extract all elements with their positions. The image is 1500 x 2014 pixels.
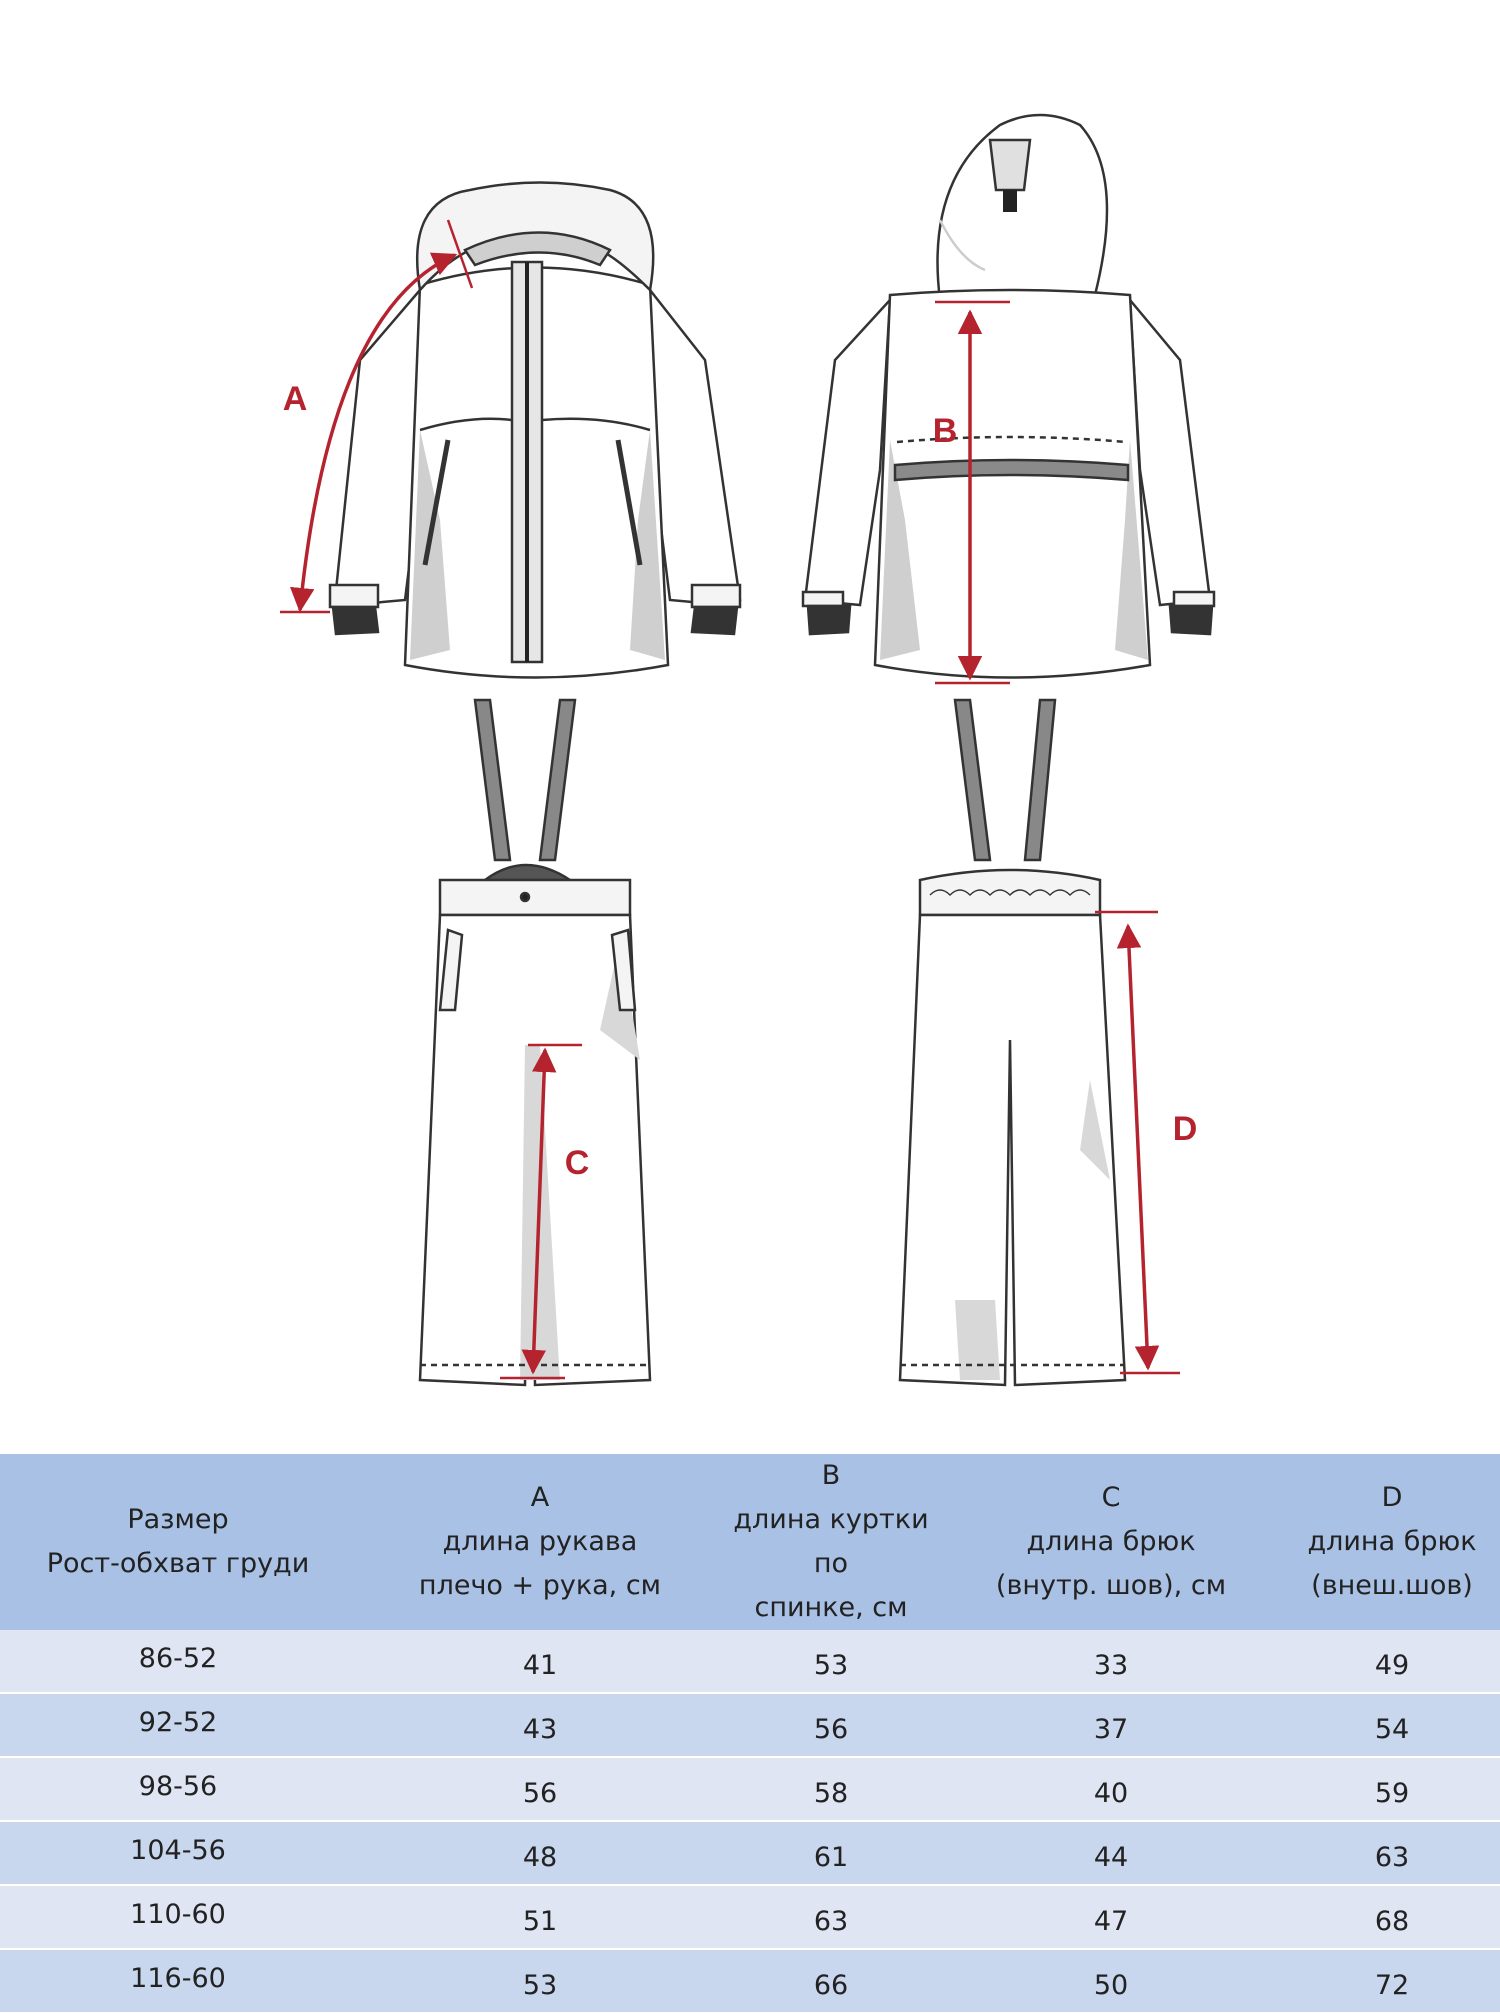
- header-c: [938, 1454, 1284, 1630]
- size-cell: 86-52: [0, 1630, 356, 1693]
- table-row: [0, 1757, 1500, 1821]
- value-d: 72: [1284, 1949, 1500, 2013]
- size-table: [0, 1454, 1500, 2014]
- value-a: 43: [356, 1693, 724, 1757]
- header-line: плечо + рука, см: [418, 1570, 662, 1601]
- table-row: [0, 1630, 1500, 1693]
- value-d: 54: [1284, 1693, 1500, 1757]
- label-a: A: [282, 380, 308, 418]
- value-c: 50: [938, 1949, 1284, 2013]
- header-line: длина куртки по: [733, 1504, 929, 1579]
- table-row: [0, 1693, 1500, 1757]
- table-header-row: [0, 1454, 1500, 1630]
- label-c: C: [564, 1144, 590, 1182]
- header-line: (внеш.шов): [1311, 1570, 1473, 1601]
- size-cell: 104-56: [0, 1821, 356, 1885]
- value-b: 58: [724, 1757, 938, 1821]
- value-c: 33: [938, 1630, 1284, 1693]
- value-c: 47: [938, 1885, 1284, 1949]
- header-line: B: [821, 1460, 841, 1491]
- header-line: длина рукава: [442, 1526, 638, 1557]
- value-d: 49: [1284, 1630, 1500, 1693]
- value-c: 40: [938, 1757, 1284, 1821]
- value-c: 37: [938, 1693, 1284, 1757]
- value-a: 48: [356, 1821, 724, 1885]
- table-row: [0, 1821, 1500, 1885]
- value-b: 61: [724, 1821, 938, 1885]
- size-cell: 98-56: [0, 1757, 356, 1821]
- header-line: A: [530, 1482, 550, 1513]
- header-line: длина брюк: [1026, 1526, 1196, 1557]
- table-row: [0, 1885, 1500, 1949]
- header-size: [0, 1454, 356, 1630]
- value-b: 63: [724, 1885, 938, 1949]
- header-line: C: [1101, 1482, 1121, 1513]
- value-d: 63: [1284, 1821, 1500, 1885]
- header-line: Рост-обхват груди: [46, 1548, 310, 1579]
- value-d: 68: [1284, 1885, 1500, 1949]
- jacket-back-drawing: [803, 115, 1214, 678]
- jacket-front-drawing: [330, 183, 740, 678]
- pants-back-drawing: [900, 700, 1125, 1385]
- size-cell: 110-60: [0, 1885, 356, 1949]
- label-b: B: [932, 412, 958, 450]
- table-row: [0, 1949, 1500, 2013]
- size-cell: 92-52: [0, 1693, 356, 1757]
- value-b: 66: [724, 1949, 938, 2013]
- header-d: [1284, 1454, 1500, 1630]
- header-line: (внутр. шов), см: [995, 1570, 1227, 1601]
- label-d: D: [1172, 1110, 1198, 1148]
- value-a: 51: [356, 1885, 724, 1949]
- header-a: [356, 1454, 724, 1630]
- value-a: 56: [356, 1757, 724, 1821]
- value-b: 56: [724, 1693, 938, 1757]
- value-c: 44: [938, 1821, 1284, 1885]
- size-cell: 116-60: [0, 1949, 356, 2013]
- header-line: спинке, см: [754, 1592, 908, 1623]
- header-line: длина брюк: [1307, 1526, 1477, 1557]
- header-b: [724, 1454, 938, 1630]
- value-b: 53: [724, 1630, 938, 1693]
- value-d: 59: [1284, 1757, 1500, 1821]
- value-a: 41: [356, 1630, 724, 1693]
- value-a: 53: [356, 1949, 724, 2013]
- header-line: D: [1381, 1482, 1403, 1513]
- header-line: Размер: [127, 1504, 229, 1535]
